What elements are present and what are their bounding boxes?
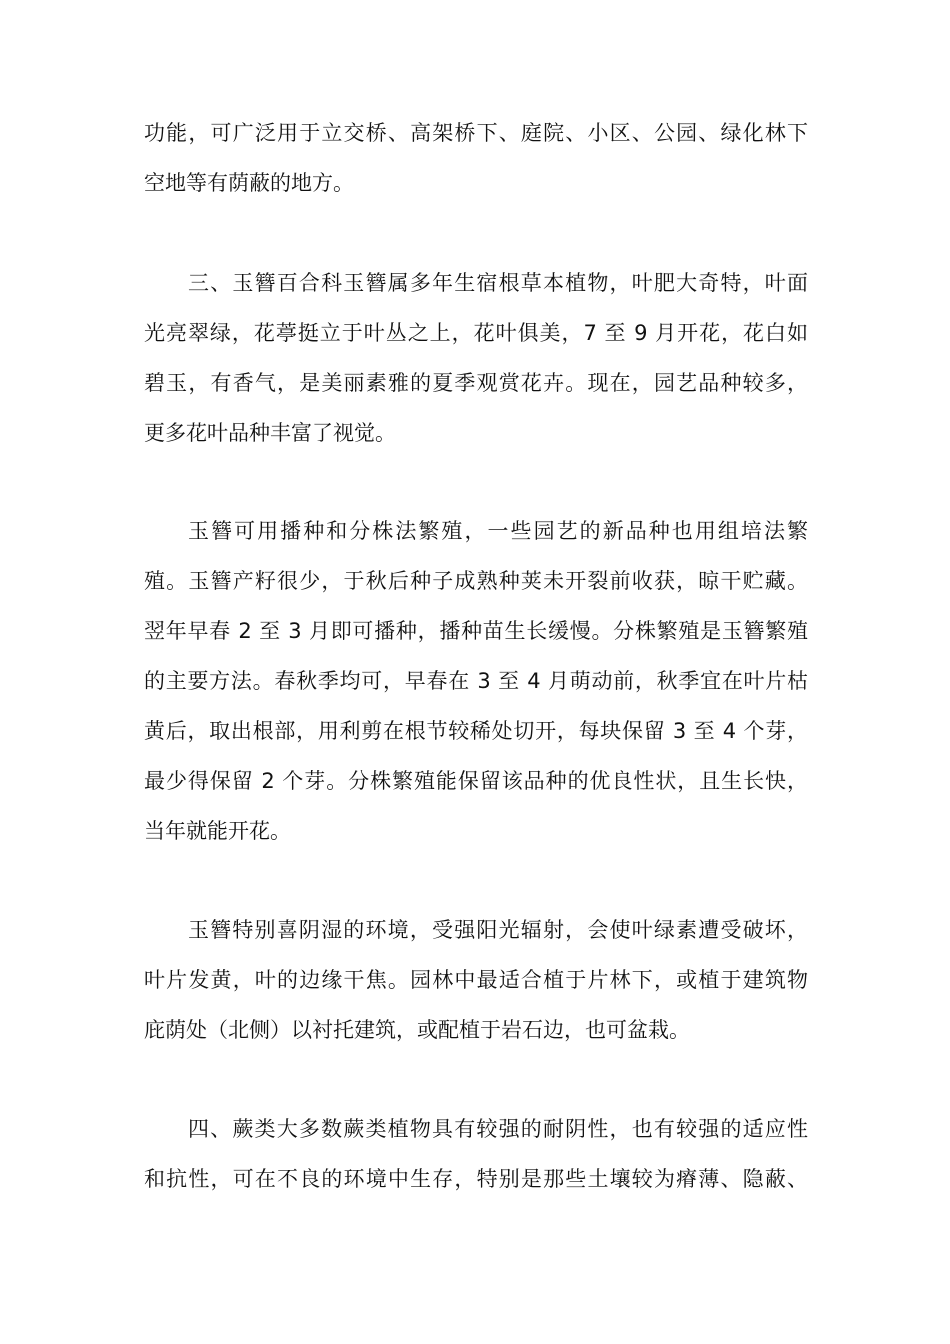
paragraph-1 [144, 108, 808, 208]
text-line: 更多花叶品种丰富了视觉。 [144, 421, 396, 445]
paragraph-5 [144, 1104, 808, 1204]
text-line: 殖。玉簪产籽很少，于秋后种子成熟种荚未开裂前收获，晾干贮藏。 [144, 569, 808, 593]
text-line: 翌年早春 2 至 3 月即可播种，播种苗生长缓慢。分株繁殖是玉簪繁殖 [144, 619, 808, 643]
text-line: 玉簪特别喜阴湿的环境，受强阳光辐射，会使叶绿素遭受破坏， [188, 918, 808, 942]
text-line: 功能，可广泛用于立交桥、高架桥下、庭院、小区、公园、绿化林下 [144, 121, 808, 145]
text-line: 和抗性，可在不良的环境中生存，特别是那些土壤较为瘠薄、隐蔽、 [144, 1167, 808, 1191]
text-line: 三、玉簪百合科玉簪属多年生宿根草本植物，叶肥大奇特，叶面 [188, 271, 808, 295]
text-line: 当年就能开花。 [144, 819, 291, 843]
paragraph-3 [144, 506, 808, 856]
text-line: 碧玉，有香气，是美丽素雅的夏季观赏花卉。现在，园艺品种较多， [144, 371, 808, 395]
text-line: 光亮翠绿，花葶挺立于叶丛之上，花叶俱美，7 至 9 月开花，花白如 [144, 321, 808, 345]
text-line: 黄后，取出根部，用利剪在根节较稀处切开，每块保留 3 至 4 个芽， [144, 719, 808, 743]
text-line: 四、蕨类大多数蕨类植物具有较强的耐阴性，也有较强的适应性 [188, 1117, 808, 1141]
text-line: 庇荫处（北侧）以衬托建筑，或配植于岩石边，也可盆栽。 [144, 1018, 690, 1042]
text-line: 玉簪可用播种和分株法繁殖，一些园艺的新品种也用组培法繁 [188, 519, 808, 543]
paragraph-2 [144, 258, 808, 458]
text-line: 最少得保留 2 个芽。分株繁殖能保留该品种的优良性状，且生长快， [144, 769, 808, 793]
text-line: 的主要方法。春秋季均可，早春在 3 至 4 月萌动前，秋季宜在叶片枯 [144, 669, 808, 693]
paragraph-4 [144, 905, 808, 1055]
text-line: 空地等有荫蔽的地方。 [144, 171, 354, 195]
text-line: 叶片发黄，叶的边缘干焦。园林中最适合植于片林下，或植于建筑物 [144, 968, 808, 992]
